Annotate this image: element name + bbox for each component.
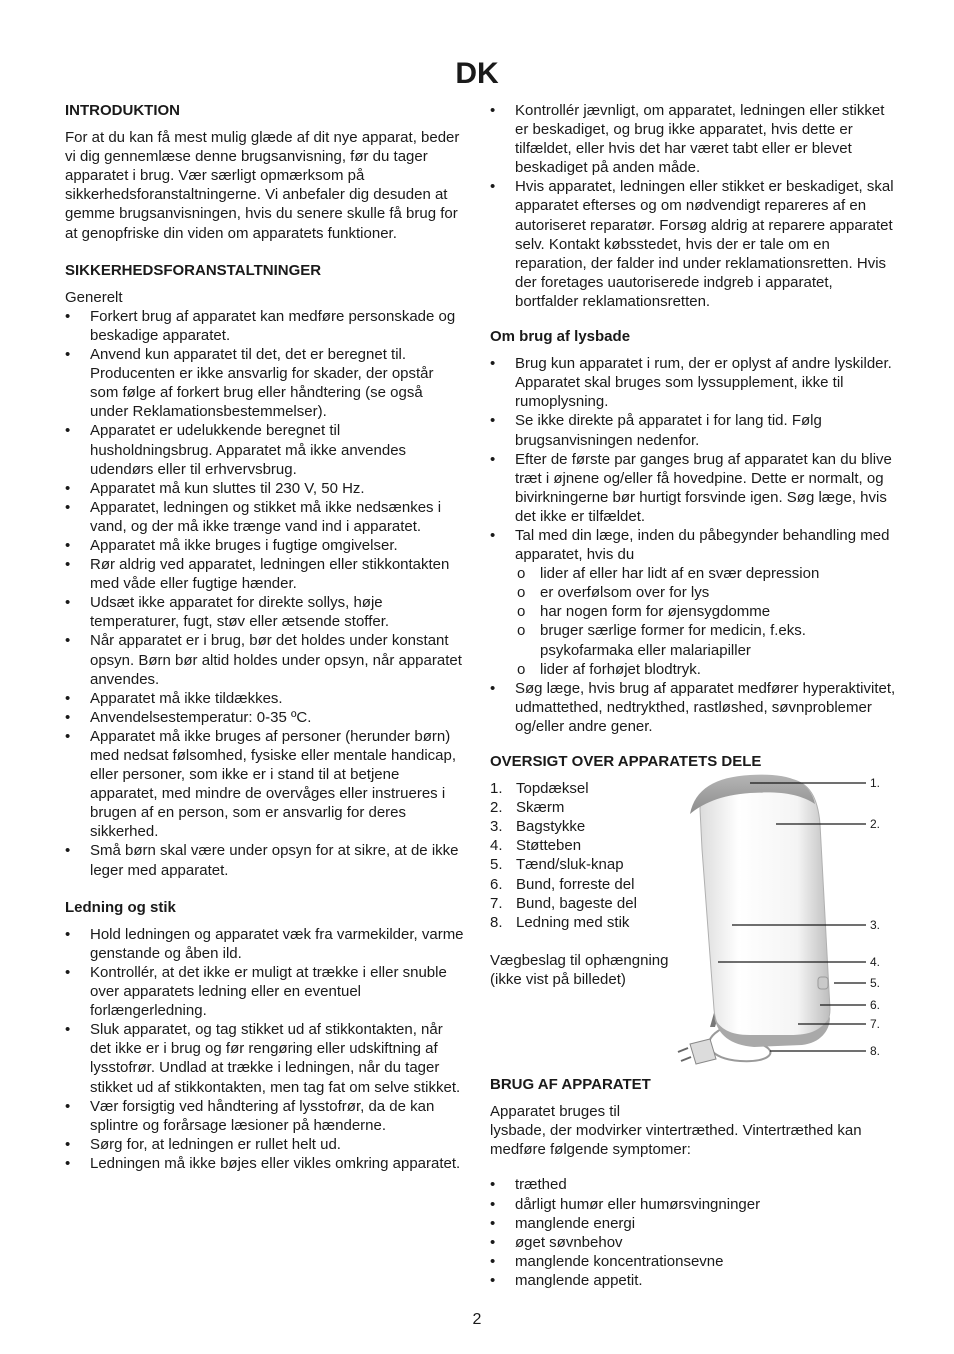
list-item [490,526,900,679]
safety-subheading: Generelt [65,288,123,306]
callout-label: 6. [870,998,881,1013]
list-item: • Apparatet må ikke tildækkes. [65,689,465,708]
callout-label: 8. [870,1044,881,1059]
list-item: 5. Tænd/sluk-knap [490,856,624,874]
list-item: 2. Skærm [490,799,565,817]
lightbath-list [490,354,900,736]
safety-heading: SIKKERHEDSFORANSTALTNINGER [65,261,322,279]
sublist-item: o er overfølsom over for lys [517,583,900,602]
list-item: • Anvend kun apparatet til det, det er beregnet til. Producenten er ikke ansvarlig for skader, der opstår som følge af forkert brug eller håndtering (se også under Reklamationsbestemmelser). [65,345,465,421]
list-item: • manglende energi [490,1214,900,1233]
list-item: • Efter de første par ganges brug af apparatet kan du blive træt i øjnene og/eller få hovedpine. Dette er normalt, og bivirkningerne bør hurtigt forsvinde igen. Søg læge, hvis det ikke er tilfældet. [490,450,900,526]
list-item: 7. Bund, bageste del [490,894,637,912]
sublist-item: o har nogen form for øjensygdomme [517,602,900,621]
lamp-illustration [670,769,900,1079]
list-item: • træthed [490,1175,900,1194]
list-item: • Se ikke direkte på apparatet i for lang tid. Følg brugsanvisningen nedenfor. [490,411,900,449]
list-item: • Forkert brug af apparatet kan medføre personskade og beskadige apparatet. [65,307,465,345]
list-item: • Apparatet må ikke bruges i fugtige omgivelser. [65,536,465,555]
list-item: 4. Støtteben [490,837,582,855]
doctor-item-text: Tal med din læge, inden du påbegynder behandling med apparatet, hvis du [515,526,890,564]
list-item: • Apparatet er udelukkende beregnet til husholdningsbrug. Apparatet må ikke anvendes udendørs eller til erhvervsbrug. [65,421,465,478]
list-item: • Når apparatet er i brug, bør det holdes under konstant opsyn. Børn bør altid holdes under opsyn, når apparatet anvendes. [65,631,465,688]
list-item: 6. Bund, forreste del [490,875,635,893]
cord-list [65,925,465,1173]
list-item: • Sluk apparatet, og tag stikket ud af stikkontakten, når det ikke er i brug og før rengøring eller udskiftning af lysstofrør. Undlad at trække i ledningen, når du tager stikket ud af stikkontakten, men tag fat om selve stikket. [65,1020,465,1096]
cord-list-continued [490,101,900,311]
list-item: • Kontrollér, at det ikke er muligt at trække i eller snuble over apparatets ledning eller en eventuel forlængerledning. [65,963,465,1020]
bracket-note: Vægbeslag til ophængning (ikke vist på billedet) [490,951,669,988]
lamp-screen [700,779,830,1039]
callout-label: 1. [870,776,881,791]
symptom-list [490,1175,900,1290]
usage-text-b: lysbade, der modvirker vintertræthed. Vintertræthed kan medføre følgende symptomer: [490,1122,862,1159]
list-item: • Hvis apparatet, ledningen eller stikket er beskadiget, skal apparatet efterses og om nødvendigt repareres af en autoriseret reparatør. Forsøg aldrig at reparere apparatet selv. Kontakt købsstedet, hvis der er tale om en reparation, der falder ind under reklamationsretten. Hvis der foretages uautoriserede indgreb i apparatet, bortfalder reklamationsretten. [490,177,900,311]
list-item: • Små børn skal være under opsyn for at sikre, at de ikke leger med apparatet. [65,841,465,879]
sublist-item: o bruger særlige former for medicin, f.eks. psykofarmaka eller malariapiller [517,621,900,659]
list-item: • Ledningen må ikke bøjes eller vikles omkring apparatet. [65,1154,465,1173]
list-item: • Søg læge, hvis brug af apparatet medfører hyperaktivitet, udmattethed, nedtrykthed, rastløshed, søvnproblemer og/eller andre gener. [490,679,900,736]
plug-icon [690,1039,716,1064]
intro-heading: INTRODUKTION [65,102,180,119]
callout-label: 5. [870,976,881,991]
usage-heading: BRUG AF APPARATET [490,1076,651,1094]
sublist-item: o lider af eller har lidt af en svær depression [517,564,900,583]
list-item: • Vær forsigtig ved håndtering af lysstofrør, da de kan splintre og forårsage læsioner på hænderne. [65,1097,465,1135]
safety-list [65,307,465,880]
callout-label: 2. [870,817,881,832]
list-item: • manglende appetit. [490,1271,900,1290]
lightbath-heading: Om brug af lysbade [490,328,631,346]
parts-overview [490,776,900,1059]
list-item: • Apparatet må ikke bruges af personer (herunder børn) med nedsat følsomhed, fysiske eller mentale handicap, eller personer, som ikke er i stand til at betjene apparatet, med mindre de overvåges eller instrueres i brugen af en person, som er ansvarlig for deres sikkerhed. [65,727,465,842]
page-title: DK [455,57,499,90]
list-item: • øget søvnbehov [490,1233,900,1252]
list-item: • dårligt humør eller humørsvingninger [490,1195,900,1214]
list-item: • manglende koncentrationsevne [490,1252,900,1271]
list-item: • Sørg for, at ledningen er rullet helt ud. [65,1135,465,1154]
left-column [65,101,465,1173]
parts-heading: OVERSIGT OVER APPARATETS DELE [490,753,762,770]
parts-list [490,779,680,932]
right-column [490,101,900,1290]
list-item: • Hold ledningen og apparatet væk fra varmekilder, varme genstande og åben ild. [65,925,465,963]
list-item: • Anvendelsestemperatur: 0-35 ºC. [65,708,465,727]
list-item: 3. Bagstykke [490,818,586,836]
list-item: • Apparatet, ledningen og stikket må ikke nedsænkes i vand, og der må ikke trænge vand ind i apparatet. [65,498,465,536]
list-item: • Udsæt ikke apparatet for direkte sollys, høje temperaturer, fugt, støv eller ætsende stoffer. [65,593,465,631]
intro-text: For at du kan få mest mulig glæde af dit nye apparat, beder vi dig gennemlæse denne brugsanvisning, før du tager apparatet i brug. Vær særligt opmærksom på sikkerhedsforanstaltningerne. Vi anbefaler dig desuden at gemme brugsanvisningen, hvis du senere skulle få brug for at genopfriske din viden om apparatets funktioner. [65,129,460,242]
power-button [818,977,828,989]
page-number: 2 [472,1311,482,1328]
list-item: 1. Topdæksel [490,780,589,798]
list-item: • Brug kun apparatet i rum, der er oplyst af andre lyskilder. Apparatet skal bruges som lyssupplement, ikke til rumoplysning. [490,354,900,411]
list-item: 8. Ledning med stik [490,913,630,931]
doctor-sublist [517,564,900,679]
callout-label: 7. [870,1017,881,1032]
list-item: • Rør aldrig ved apparatet, ledningen eller stikkontakten med våde eller fugtige hænder. [65,555,465,593]
sublist-item: o lider af forhøjet blodtryk. [517,660,900,679]
list-item: • Apparatet må kun sluttes til 230 V, 50 Hz. [65,479,465,498]
usage-text-a: Apparatet bruges til [490,1103,621,1121]
cord-heading: Ledning og stik [65,898,176,916]
list-item: • Kontrollér jævnligt, om apparatet, ledningen eller stikket er beskadiget, og brug ikke apparatet, hvis dette er tilfældet, eller hvis det har været tabt eller er blevet beskadiget på anden måde. [490,101,900,177]
callout-label: 3. [870,918,881,933]
callout-label: 4. [870,955,881,970]
